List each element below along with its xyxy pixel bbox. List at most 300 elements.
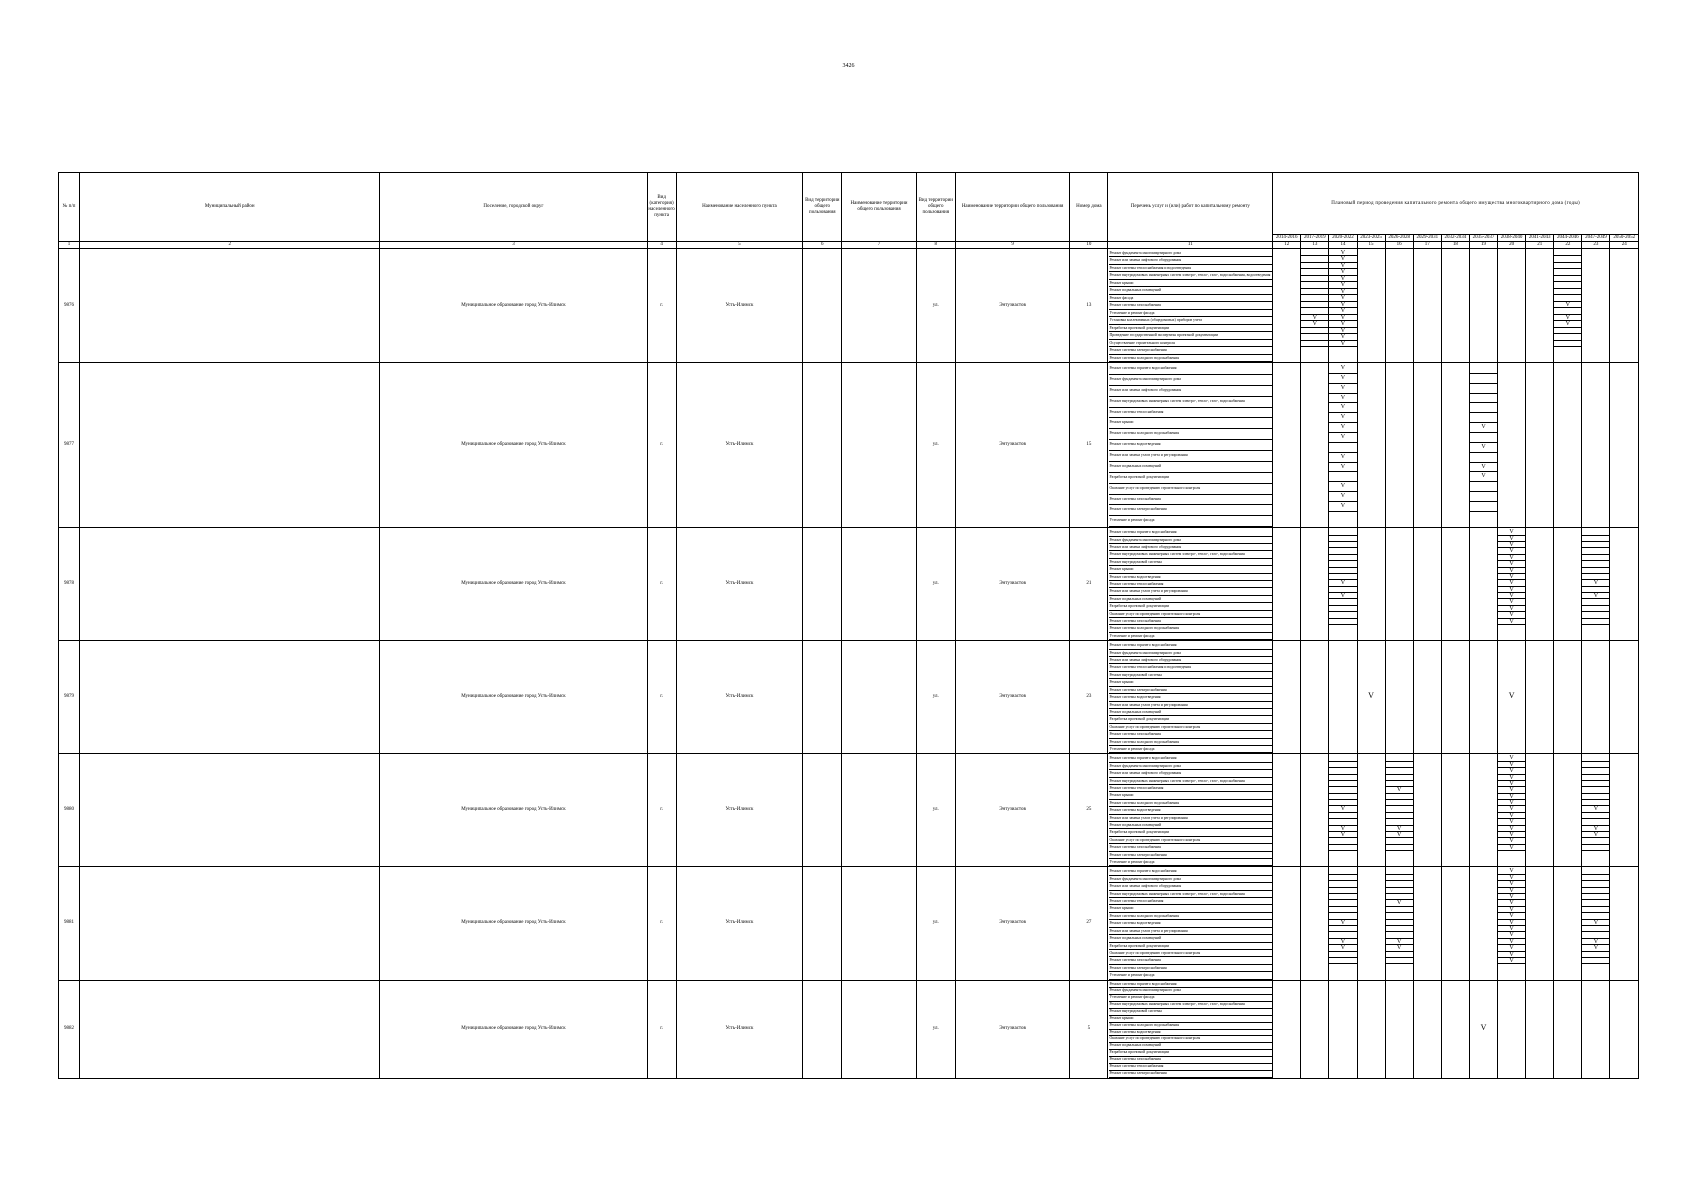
plan-cell-col-23 bbox=[1582, 528, 1610, 641]
column-number-23: 23 bbox=[1582, 242, 1610, 249]
service-item: Ремонт системы холодного водоснабжения bbox=[1109, 1023, 1272, 1030]
service-item: Ремонт или замена лифтового оборудования bbox=[1109, 386, 1272, 397]
service-item: Ремонт системы газоснабжения bbox=[1109, 957, 1272, 964]
check-mark: V bbox=[1498, 958, 1525, 964]
street-name-2-cell: Энтузиастов bbox=[955, 528, 1069, 641]
column-number-16: 16 bbox=[1385, 242, 1413, 249]
street-name-cell bbox=[842, 528, 916, 641]
check-mark: V bbox=[1498, 939, 1525, 945]
check-mark: V bbox=[1329, 334, 1356, 340]
check-mark: V bbox=[1329, 374, 1356, 384]
service-item: Оказание услуг по проведению строительного контроля bbox=[1109, 950, 1272, 957]
service-item: Утепление и ремонт фасада bbox=[1109, 859, 1272, 866]
check-mark: V bbox=[1498, 868, 1525, 874]
service-item: Ремонт внутридомовой системы bbox=[1109, 672, 1272, 679]
settlement-cell: Муниципальное образование город Усть-Илимск bbox=[380, 363, 647, 528]
empty-slot bbox=[1554, 341, 1581, 347]
service-item: Ремонт или замена лифтового оборудования bbox=[1109, 657, 1272, 664]
empty-slot bbox=[1301, 341, 1328, 347]
service-item: Ремонт подвальных помещений bbox=[1109, 935, 1272, 942]
plan-cell-col-12 bbox=[1273, 754, 1301, 867]
column-number-18: 18 bbox=[1441, 242, 1469, 249]
capital-repair-plan-table bbox=[58, 172, 1639, 1079]
service-item: Ремонт системы водоотведения bbox=[1109, 440, 1272, 451]
plan-cell-col-15 bbox=[1357, 363, 1385, 528]
plan-cell-col-20 bbox=[1498, 363, 1526, 528]
row-number: 9879 bbox=[59, 641, 80, 754]
plan-cell-col-14 bbox=[1329, 980, 1357, 1078]
plan-cell-col-15 bbox=[1357, 980, 1385, 1078]
header-house-number: Номер дома bbox=[1070, 173, 1108, 242]
service-item: Ремонт системы теплоснабжения bbox=[1109, 785, 1272, 792]
locality-type-cell: г. bbox=[647, 528, 676, 641]
plan-cell-col-14 bbox=[1329, 249, 1357, 363]
service-item: Ремонт системы газоснабжения bbox=[1109, 731, 1272, 738]
row-number: 9882 bbox=[59, 980, 80, 1078]
plan-cell-col-19 bbox=[1469, 754, 1497, 867]
service-item: Осуществление строительного контроля bbox=[1109, 340, 1272, 347]
plan-cell-col-12 bbox=[1273, 641, 1301, 754]
check-mark: V bbox=[1498, 794, 1525, 800]
plan-cell-col-17 bbox=[1413, 754, 1441, 867]
plan-cell-col-13 bbox=[1301, 867, 1329, 980]
service-item: Утепление и ремонт фасада bbox=[1109, 310, 1272, 317]
check-mark: V bbox=[1498, 612, 1525, 618]
services-list bbox=[1108, 867, 1273, 980]
check-mark: V bbox=[1329, 321, 1356, 327]
service-item: Ремонт подвальных помещений bbox=[1109, 822, 1272, 829]
plan-cell-col-22 bbox=[1554, 363, 1582, 528]
plan-cell-col-17 bbox=[1413, 641, 1441, 754]
service-item: Ремонт подвальных помещений bbox=[1109, 287, 1272, 294]
plan-cell-col-13 bbox=[1301, 641, 1329, 754]
plan-cell-col-20 bbox=[1498, 867, 1526, 980]
service-item: Разработка проектной документации bbox=[1109, 325, 1272, 332]
service-item: Ремонт фундамента многоквартирного дома bbox=[1109, 763, 1272, 770]
house-number-cell: 21 bbox=[1070, 528, 1108, 641]
empty-slot bbox=[1470, 403, 1497, 413]
service-item: Разработка проектной документации bbox=[1109, 943, 1272, 950]
settlement-cell: Муниципальное образование город Усть-Илимск bbox=[380, 249, 647, 363]
locality-type-cell: г. bbox=[647, 641, 676, 754]
check-mark: V bbox=[1329, 276, 1356, 282]
service-item: Ремонт крыши bbox=[1109, 566, 1272, 573]
service-item: Оказание услуг по проведению строительного контроля bbox=[1109, 837, 1272, 844]
check-mark: V bbox=[1329, 302, 1356, 308]
street-type-cell bbox=[803, 363, 842, 528]
empty-slot bbox=[1329, 472, 1356, 482]
check-mark: V bbox=[1386, 787, 1413, 793]
service-item: Ремонт внутридомовых инженерных систем электро-, тепло-, газо-, водоснабжения bbox=[1109, 551, 1272, 558]
year-header-2014-2016: 2014-2016 bbox=[1273, 235, 1301, 242]
plan-cell-col-22 bbox=[1554, 754, 1582, 867]
plan-cell-col-18 bbox=[1441, 249, 1469, 363]
plan-cell-col-18 bbox=[1441, 754, 1469, 867]
service-item: Ремонт внутридомовых инженерных систем электро-, тепло-, газо-, водоснабжения bbox=[1109, 778, 1272, 785]
check-mark: V bbox=[1329, 423, 1356, 433]
empty-slot bbox=[1582, 845, 1609, 851]
column-number-19: 19 bbox=[1469, 242, 1497, 249]
check-mark: V bbox=[1498, 593, 1525, 599]
plan-cell-col-13 bbox=[1301, 363, 1329, 528]
year-header-2020-2022: 2020-2022 bbox=[1329, 235, 1357, 242]
check-mark: V bbox=[1498, 952, 1525, 958]
service-item: Ремонт или замена лифтового оборудования bbox=[1109, 883, 1272, 890]
check-mark: V bbox=[1329, 463, 1356, 473]
house-row bbox=[59, 867, 1639, 980]
service-item: Утепление и ремонт фасада bbox=[1109, 746, 1272, 753]
empty-slot bbox=[1329, 443, 1356, 453]
check-mark: V bbox=[1498, 819, 1525, 825]
locality-name-cell: Усть-Илимск bbox=[676, 867, 803, 980]
header-locality-name: Наименование населенного пункта bbox=[676, 173, 803, 242]
service-item: Ремонт внутридомовых инженерных систем электро-, тепло-, газо-, водоснабжения bbox=[1109, 1002, 1272, 1009]
check-mark: V bbox=[1329, 580, 1356, 586]
street-type-cell bbox=[803, 249, 842, 363]
settlement-cell: Муниципальное образование город Усть-Илимск bbox=[380, 754, 647, 867]
check-mark: V bbox=[1498, 768, 1525, 774]
check-mark: V bbox=[1498, 926, 1525, 932]
service-item: Ремонт системы электроснабжения bbox=[1109, 852, 1272, 859]
empty-slot bbox=[1329, 845, 1356, 851]
service-item: Ремонт системы горячего водоснабжения bbox=[1109, 868, 1272, 875]
service-item: Ремонт или замена лифтового оборудования bbox=[1109, 257, 1272, 264]
street-name-2-cell: Энтузиастов bbox=[955, 249, 1069, 363]
header-settlement: Поселение, городской округ bbox=[380, 173, 647, 242]
check-mark: V bbox=[1329, 394, 1356, 404]
empty-slot bbox=[1470, 453, 1497, 463]
check-mark: V bbox=[1329, 250, 1356, 256]
check-mark: V bbox=[1498, 781, 1525, 787]
service-item: Разработка проектной документации bbox=[1109, 716, 1272, 723]
street-type-cell bbox=[803, 754, 842, 867]
check-mark: V bbox=[1329, 384, 1356, 394]
plan-cell-col-22 bbox=[1554, 980, 1582, 1078]
check-mark: V bbox=[1498, 555, 1525, 561]
service-item: Ремонт системы электроснабжения bbox=[1109, 347, 1272, 354]
header-street-name: Наименование территории общего пользования bbox=[842, 173, 916, 242]
empty-slot bbox=[1329, 958, 1356, 964]
house-number-cell: 13 bbox=[1070, 249, 1108, 363]
plan-cell-col-20 bbox=[1498, 980, 1526, 1078]
empty-slot bbox=[1470, 384, 1497, 394]
year-header-2047-2049: 2047-2049 bbox=[1582, 235, 1610, 242]
check-mark: V bbox=[1470, 463, 1497, 473]
service-item: Ремонт системы горячего водоснабжения bbox=[1109, 982, 1272, 989]
row-number: 9877 bbox=[59, 363, 80, 528]
plan-cell-col-13 bbox=[1301, 754, 1329, 867]
plan-cell-col-21 bbox=[1526, 528, 1554, 641]
empty-slot bbox=[1470, 413, 1497, 423]
service-item: Ремонт системы электроснабжения bbox=[1109, 1071, 1272, 1078]
locality-name-cell: Усть-Илимск bbox=[676, 249, 803, 363]
plan-cell-col-18 bbox=[1441, 867, 1469, 980]
check-mark: V bbox=[1498, 894, 1525, 900]
house-row bbox=[59, 249, 1639, 363]
plan-cell-col-16 bbox=[1385, 249, 1413, 363]
plan-cell-col-14 bbox=[1329, 754, 1357, 867]
house-number-cell: 5 bbox=[1070, 980, 1108, 1078]
plan-cell-col-19 bbox=[1469, 363, 1497, 528]
check-mark: V bbox=[1498, 580, 1525, 586]
plan-cell-col-16 bbox=[1385, 754, 1413, 867]
check-mark: V bbox=[1329, 341, 1356, 347]
plan-cell-col-24 bbox=[1610, 641, 1639, 754]
service-item: Ремонт системы холодного водоснабжения bbox=[1109, 429, 1272, 440]
services-list bbox=[1108, 528, 1273, 641]
service-item: Ремонт системы горячего водоснабжения bbox=[1109, 364, 1272, 375]
year-header-2035-2037: 2035-2037 bbox=[1469, 235, 1497, 242]
service-item: Ремонт подвальных помещений bbox=[1109, 462, 1272, 473]
plan-cell-col-12 bbox=[1273, 867, 1301, 980]
plan-cell-col-17 bbox=[1413, 363, 1441, 528]
empty-slot bbox=[1470, 433, 1497, 443]
plan-cell-col-12 bbox=[1273, 980, 1301, 1078]
services-list bbox=[1108, 363, 1273, 528]
service-item: Ремонт системы горячего водоснабжения bbox=[1109, 642, 1272, 649]
district-cell bbox=[80, 867, 380, 980]
check-mark: V bbox=[1329, 453, 1356, 463]
check-mark: V bbox=[1470, 443, 1497, 453]
service-item: Ремонт или замена узлов учета и регулирования bbox=[1109, 451, 1272, 462]
plan-cell-col-17 bbox=[1413, 980, 1441, 1078]
year-header-2038-2040: 2038-2040 bbox=[1498, 235, 1526, 242]
district-cell bbox=[80, 363, 380, 528]
service-item: Проведение государственной экспертизы проектной документации bbox=[1109, 332, 1272, 339]
service-item: Ремонт крыши bbox=[1109, 1016, 1272, 1023]
service-item: Ремонт системы газоснабжения bbox=[1109, 844, 1272, 851]
plan-cell-col-12 bbox=[1273, 249, 1301, 363]
house-number-cell: 23 bbox=[1070, 641, 1108, 754]
check-mark: V bbox=[1498, 561, 1525, 567]
check-mark: V bbox=[1498, 599, 1525, 605]
services-list bbox=[1108, 249, 1273, 363]
check-mark: V bbox=[1498, 619, 1525, 625]
check-mark: V bbox=[1498, 806, 1525, 812]
street-type-2-cell: ул. bbox=[916, 980, 955, 1078]
column-number-24: 24 bbox=[1610, 242, 1639, 249]
services-list bbox=[1108, 641, 1273, 754]
column-number-2: 2 bbox=[80, 242, 380, 249]
plan-cell-col-24 bbox=[1610, 754, 1639, 867]
empty-slot bbox=[1582, 619, 1609, 625]
check-mark: V bbox=[1582, 826, 1609, 832]
check-mark: V bbox=[1329, 945, 1356, 951]
header-street-type: Вид территории общего пользования bbox=[803, 173, 842, 242]
check-mark: V bbox=[1329, 289, 1356, 295]
service-item: Разработка проектной документации bbox=[1109, 829, 1272, 836]
column-number-14: 14 bbox=[1329, 242, 1357, 249]
service-item: Ремонт внутридомовой системы bbox=[1109, 1009, 1272, 1016]
plan-cell-col-20 bbox=[1498, 754, 1526, 867]
check-mark: V bbox=[1582, 832, 1609, 838]
district-cell bbox=[80, 641, 380, 754]
check-mark: V bbox=[1554, 315, 1581, 321]
column-number-5: 5 bbox=[676, 242, 803, 249]
service-item: Ремонт системы холодного водоснабжения bbox=[1109, 739, 1272, 746]
service-item: Ремонт системы холодного водоснабжения bbox=[1109, 800, 1272, 807]
check-mark: V bbox=[1498, 881, 1525, 887]
district-cell bbox=[80, 980, 380, 1078]
service-item: Ремонт подвальных помещений bbox=[1109, 596, 1272, 603]
column-number-17: 17 bbox=[1413, 242, 1441, 249]
plan-cell-col-21 bbox=[1526, 641, 1554, 754]
settlement-cell: Муниципальное образование город Усть-Илимск bbox=[380, 641, 647, 754]
plan-cell-col-21 bbox=[1526, 363, 1554, 528]
street-name-cell bbox=[842, 363, 916, 528]
house-number-cell: 27 bbox=[1070, 867, 1108, 980]
service-item: Ремонт подвальных помещений bbox=[1109, 1043, 1272, 1050]
service-item: Ремонт или замена узлов учета и регулирования bbox=[1109, 588, 1272, 595]
service-item: Ремонт фундамента многоквартирного дома bbox=[1109, 876, 1272, 883]
check-mark: V bbox=[1498, 845, 1525, 851]
check-mark: V bbox=[1582, 593, 1609, 599]
header-street-type-2: Вид территории общего пользования bbox=[916, 173, 955, 242]
column-number-13: 13 bbox=[1301, 242, 1329, 249]
check-mark: V bbox=[1329, 832, 1356, 838]
service-item: Ремонт внутридомовых инженерных систем электро-, тепло-, газо-, водоснабжения bbox=[1109, 891, 1272, 898]
street-name-cell bbox=[842, 980, 916, 1078]
plan-cell-col-18 bbox=[1441, 980, 1469, 1078]
street-name-2-cell: Энтузиастов bbox=[955, 980, 1069, 1078]
plan-cell-col-23 bbox=[1582, 249, 1610, 363]
check-mark: V bbox=[1498, 755, 1525, 761]
locality-type-cell: г. bbox=[647, 980, 676, 1078]
check-mark: V bbox=[1329, 328, 1356, 334]
plan-cell-col-14 bbox=[1329, 867, 1357, 980]
column-number-11: 11 bbox=[1108, 242, 1273, 249]
service-item: Ремонт фасада bbox=[1109, 295, 1272, 302]
service-item: Ремонт или замена узлов учета и регулирования bbox=[1109, 815, 1272, 822]
plan-cell-col-21 bbox=[1526, 867, 1554, 980]
services-list bbox=[1108, 754, 1273, 867]
check-mark: V bbox=[1386, 939, 1413, 945]
row-number: 9880 bbox=[59, 754, 80, 867]
check-mark: V bbox=[1498, 913, 1525, 919]
header-num: № п/п bbox=[59, 173, 80, 242]
check-mark: V bbox=[1329, 256, 1356, 262]
plan-cell-col-19 bbox=[1469, 249, 1497, 363]
service-item: Разработка проектной документации bbox=[1109, 603, 1272, 610]
check-mark: V bbox=[1329, 492, 1356, 502]
plan-cell-col-19 bbox=[1469, 980, 1497, 1078]
service-item: Установка коллективных (общедомовых) приборов учета bbox=[1109, 317, 1272, 324]
check-mark: V bbox=[1498, 574, 1525, 580]
check-mark: V bbox=[1498, 813, 1525, 819]
check-mark: V bbox=[1498, 775, 1525, 781]
column-number-1: 1 bbox=[59, 242, 80, 249]
plan-cell-col-18 bbox=[1441, 528, 1469, 641]
check-mark: V bbox=[1329, 939, 1356, 945]
service-item: Оказание услуг по проведению строительного контроля bbox=[1109, 484, 1272, 495]
check-mark: V bbox=[1329, 282, 1356, 288]
year-header-2023-2025: 2023-2025 bbox=[1357, 235, 1385, 242]
empty-slot bbox=[1582, 958, 1609, 964]
plan-cell-col-21 bbox=[1526, 754, 1554, 867]
check-mark: V bbox=[1329, 295, 1356, 301]
check-mark: V bbox=[1498, 932, 1525, 938]
street-name-2-cell: Энтузиастов bbox=[955, 754, 1069, 867]
house-row bbox=[59, 980, 1639, 1078]
service-item: Утепление и ремонт фасада bbox=[1109, 633, 1272, 640]
house-row bbox=[59, 363, 1639, 528]
plan-cell-col-24 bbox=[1610, 249, 1639, 363]
column-number-12: 12 bbox=[1273, 242, 1301, 249]
check-mark: V bbox=[1498, 800, 1525, 806]
plan-cell-col-19 bbox=[1469, 867, 1497, 980]
check-mark: V bbox=[1498, 787, 1525, 793]
street-name-cell bbox=[842, 754, 916, 867]
check-mark: V bbox=[1329, 826, 1356, 832]
page-number: 3426 bbox=[842, 63, 855, 69]
header-services: Перечень услуг и (или) работ по капитальному ремонту bbox=[1108, 173, 1273, 242]
plan-cell-col-19 bbox=[1469, 528, 1497, 641]
check-mark: V bbox=[1470, 472, 1497, 482]
street-name-cell bbox=[842, 867, 916, 980]
district-cell bbox=[80, 528, 380, 641]
column-number-9: 9 bbox=[955, 242, 1069, 249]
street-type-2-cell: ул. bbox=[916, 754, 955, 867]
check-mark: V bbox=[1386, 832, 1413, 838]
row-number: 9876 bbox=[59, 249, 80, 363]
locality-type-cell: г. bbox=[647, 249, 676, 363]
service-item: Утепление и ремонт фасада bbox=[1109, 995, 1272, 1002]
check-mark: V bbox=[1582, 920, 1609, 926]
plan-cell-col-17 bbox=[1413, 249, 1441, 363]
plan-cell-col-23 bbox=[1582, 363, 1610, 528]
service-item: Ремонт системы водоотведения bbox=[1109, 574, 1272, 581]
check-mark: V bbox=[1554, 321, 1581, 327]
plan-cell-col-24 bbox=[1610, 867, 1639, 980]
service-item: Ремонт внутридомовых инженерных систем электро-, тепло-, газо-, водоснабжения bbox=[1109, 397, 1272, 408]
service-item: Ремонт системы холодного водоснабжения bbox=[1109, 625, 1272, 632]
check-mark: V bbox=[1329, 263, 1356, 269]
plan-cell-col-21 bbox=[1526, 980, 1554, 1078]
house-number-cell: 25 bbox=[1070, 754, 1108, 867]
service-item: Ремонт внутридомовой системы bbox=[1109, 559, 1272, 566]
plan-cell-col-13 bbox=[1301, 980, 1329, 1078]
street-type-2-cell: ул. bbox=[916, 528, 955, 641]
locality-type-cell: г. bbox=[647, 867, 676, 980]
street-type-cell bbox=[803, 980, 842, 1078]
street-type-cell bbox=[803, 528, 842, 641]
check-mark: V bbox=[1498, 907, 1525, 913]
service-item: Оказание услуг по проведению строительного контроля bbox=[1109, 611, 1272, 618]
plan-cell-col-12 bbox=[1273, 363, 1301, 528]
check-mark: V bbox=[1498, 587, 1525, 593]
header-district: Муниципальный район bbox=[80, 173, 380, 242]
service-item: Ремонт системы электроснабжения bbox=[1109, 687, 1272, 694]
plan-cell-col-22 bbox=[1554, 641, 1582, 754]
column-number-20: 20 bbox=[1498, 242, 1526, 249]
service-item: Ремонт системы электроснабжения bbox=[1109, 505, 1272, 516]
check-mark: V bbox=[1498, 568, 1525, 574]
service-item: Ремонт фундамента многоквартирного дома bbox=[1109, 375, 1272, 386]
service-item: Ремонт системы водоотведения bbox=[1109, 694, 1272, 701]
empty-slot bbox=[1329, 619, 1356, 625]
year-header-2017-2019: 2017-2019 bbox=[1301, 235, 1329, 242]
plan-cell-col-20 bbox=[1498, 249, 1526, 363]
plan-cell-col-23 bbox=[1582, 641, 1610, 754]
column-number-15: 15 bbox=[1357, 242, 1385, 249]
check-mark: V bbox=[1498, 548, 1525, 554]
service-item: Ремонт системы теплоснабжения и водоотведения bbox=[1109, 265, 1272, 272]
plan-cell-col-20 bbox=[1498, 528, 1526, 641]
service-item: Ремонт или замена узлов учета и регулирования bbox=[1109, 702, 1272, 709]
check-mark: V bbox=[1329, 364, 1356, 374]
service-item: Ремонт фундамента многоквартирного дома bbox=[1109, 250, 1272, 257]
empty-slot bbox=[1470, 374, 1497, 384]
